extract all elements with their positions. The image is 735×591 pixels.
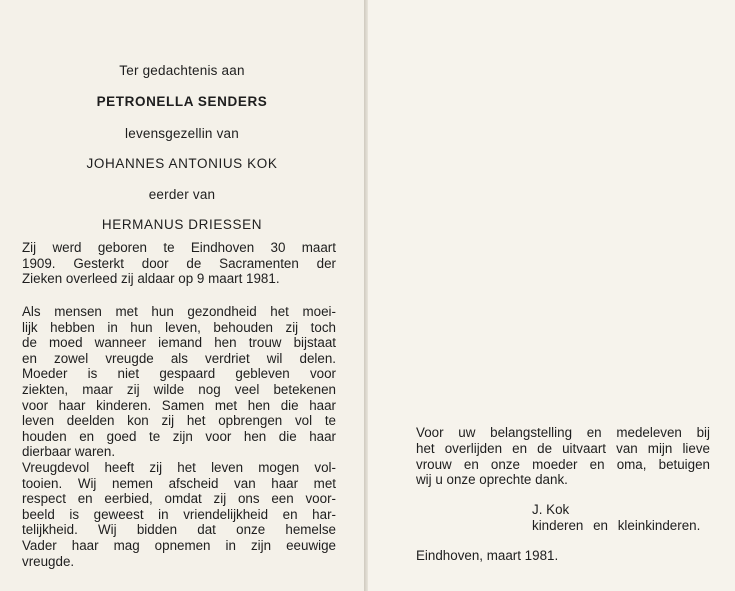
text-line: dierbaar waren. [22,444,116,460]
text-line: ziekten, maar zij wilde nog veel betekenen [22,381,336,397]
text-line: lijk hebben in hun leven, behouden zij toch [22,319,336,335]
thanks-line: wij u onze oprechte dank. [416,472,568,487]
text-line: houden en goed te zijn voor hen die haar [22,428,336,444]
deceased-name: PETRONELLA SENDERS [96,94,268,109]
card-left-panel [0,0,364,591]
place-date: Eindhoven, maart 1981. [416,548,559,563]
text-line: 1909. Gesterkt door de Sacramenten der [22,255,336,271]
thanks-line: het overlijden en de uitvaart van mijn lieve [416,441,710,456]
partner-name: JOHANNES ANTONIUS KOK [86,156,278,171]
text-line: Als mensen met hun gezondheid het moei- [22,304,336,319]
body-paragraph [22,304,336,569]
text-line: de moed wanneer iemand hen trouw bijstaat [22,335,336,351]
signature-name: J. Kok [532,502,570,517]
text-line: Vreugdevol heeft zij het leven mogen vol- [22,459,336,475]
text-line: telijkheid. Wij bidden dat onze hemelse [22,522,336,538]
text-line: Zij werd geboren te Eindhoven 30 maart [22,240,336,255]
text-line: respect en eerbied, omdat zij ons een voor- [22,491,336,507]
intro-line: Ter gedachtenis aan [119,63,245,78]
signature-family: kinderen en kleinkinderen. [532,518,701,533]
text-line: Zieken overleed zij aldaar op 9 maart 1981. [22,271,280,287]
former-partner-name: HERMANUS DRIESSEN [101,217,263,232]
text-line: Moeder is niet gespaard gebleven voor [22,366,336,382]
thanks-line: Voor uw belangstelling en medeleven bij [416,425,710,440]
relation-line-2: eerder van [148,187,216,202]
text-line: beeld is geweest in vriendelijkheid en har- [22,506,336,522]
text-line: Vader haar mag opnemen in zijn eeuwige [22,537,336,553]
text-line: leven deelden kon zij het opbrengen vol te [22,413,336,429]
text-line: tooien. Wij nemen afscheid van haar met [22,475,336,491]
birth-paragraph [22,240,336,287]
thanks-line: vrouw en onze moeder en oma, betuigen [416,457,710,472]
relation-line-1: levensgezellin van [125,126,239,141]
text-line: en zowel vreugde als verdriet wil delen. [22,350,336,366]
text-line: vreugde. [22,553,75,569]
text-line: voor haar kinderen. Samen met hen die haar [22,397,336,413]
